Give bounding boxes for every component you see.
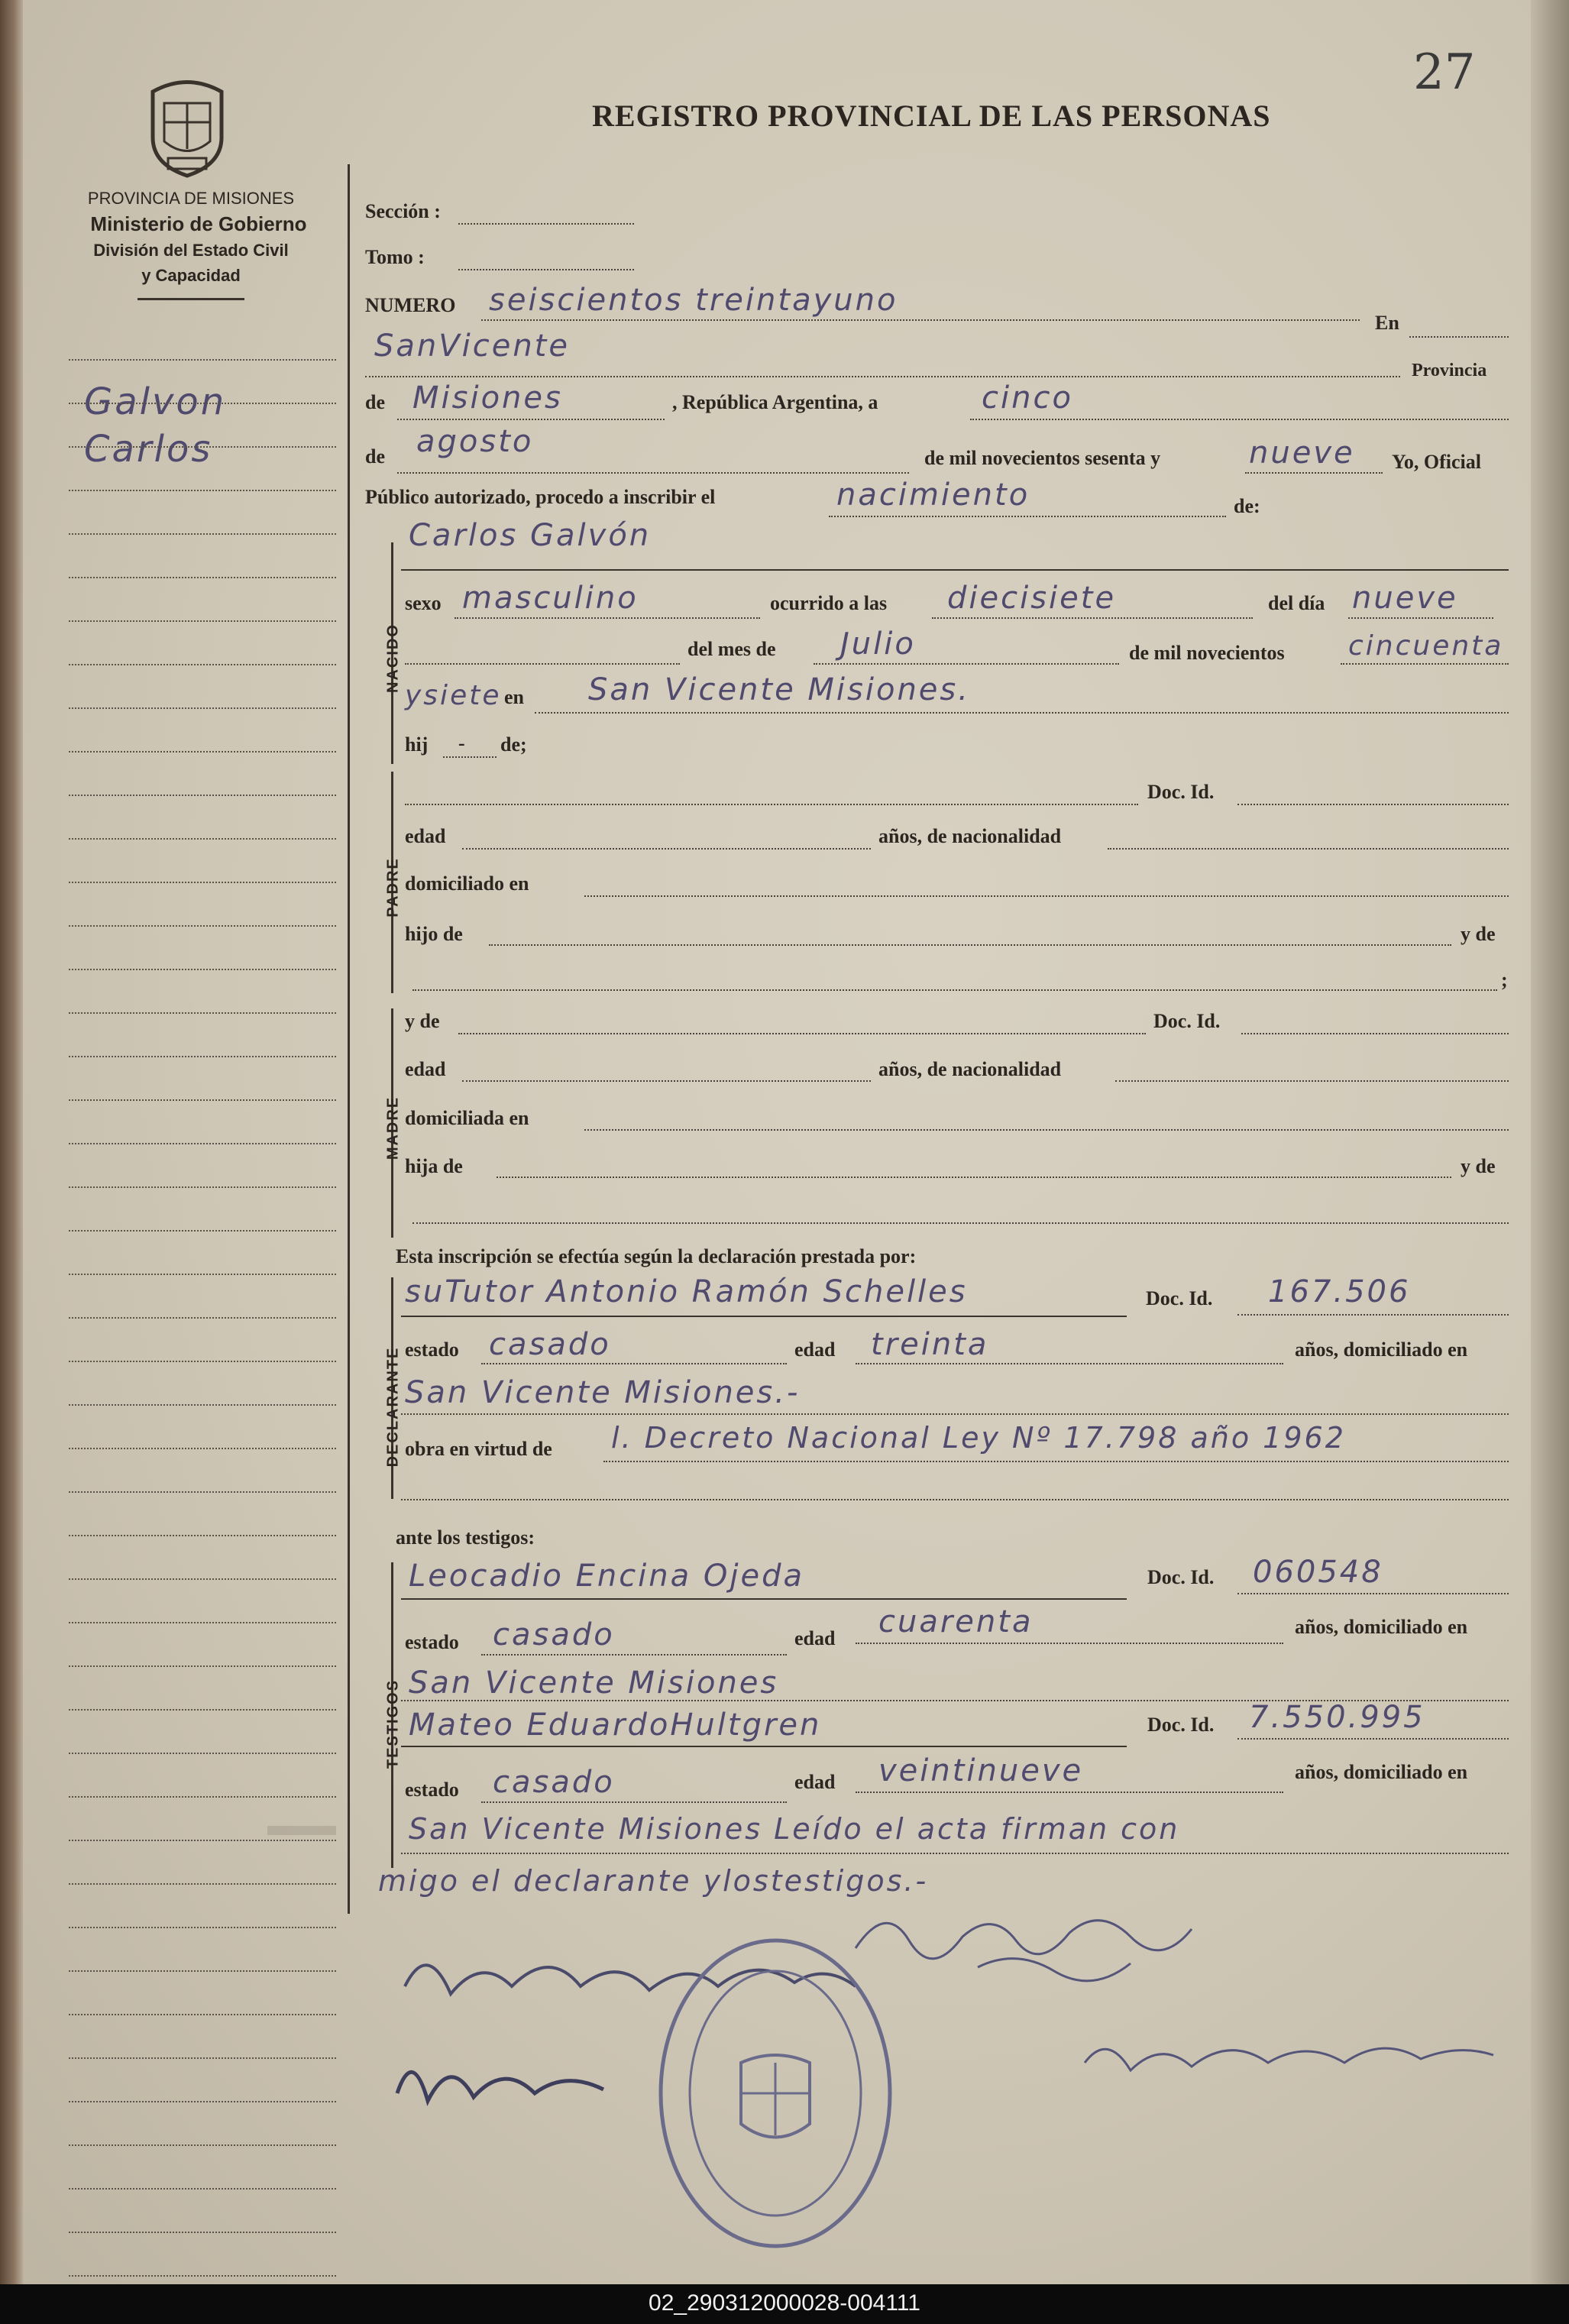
hij-de-label: de;: [500, 733, 527, 756]
padre-extra-line: [412, 989, 1497, 991]
margin-ruled-line: [69, 969, 336, 970]
hij-value: -: [458, 732, 465, 754]
margin-ruled-line: [69, 1012, 336, 1014]
hour-value: diecisiete: [947, 581, 1117, 616]
margin-ruled-line: [69, 1709, 336, 1711]
margin-ruled-line: [69, 1796, 336, 1798]
declarante-name: suTutor Antonio Ramón Schelles: [405, 1274, 968, 1309]
margin-ruled-line: [69, 2232, 336, 2233]
place-line: [365, 376, 1400, 377]
padre-dom-line: [584, 895, 1509, 897]
margin-ruled-line: [69, 2014, 336, 2015]
crest-emblem-icon: [137, 73, 237, 180]
year-label: de mil novecientos sesenta y: [924, 447, 1161, 469]
margin-ruled-line: [69, 359, 336, 361]
margin-ruled-line: [69, 533, 336, 535]
testigo1-doc-line: [1237, 1593, 1509, 1594]
madre-doc-line: [1241, 1033, 1509, 1034]
declarante-edad-value: treinta: [871, 1327, 989, 1362]
margin-ruled-line: [69, 1361, 336, 1362]
margin-ruled-line: [69, 1535, 336, 1536]
padre-edad-line: [462, 848, 871, 850]
testigo2-dom-value: San Vicente Misiones Leído el acta firman con: [409, 1812, 1180, 1846]
publico-label: Público autorizado, procedo a inscribir el: [365, 486, 716, 508]
hour-line: [932, 617, 1253, 619]
margin-ruled-line: [69, 1491, 336, 1493]
margin-ruled-line: [69, 2101, 336, 2102]
act-value: nacimiento: [836, 477, 1030, 513]
margin-ruled-line: [69, 1448, 336, 1449]
testigo1-doc-value: 060548: [1253, 1555, 1383, 1590]
org-underline: [137, 298, 244, 300]
margin-ruled-line: [69, 1056, 336, 1057]
padre-semicolon: ;: [1501, 969, 1508, 991]
testigo2-estado-value: casado: [493, 1765, 615, 1800]
margin-name: Carlos: [84, 428, 213, 471]
signature-hultgren: [390, 2032, 619, 2124]
declarante-dom-value: San Vicente Misiones.-: [405, 1375, 801, 1410]
testigo1-estado-label: estado: [405, 1631, 459, 1653]
padre-yde-label: y de: [1461, 923, 1496, 945]
tomo-label: Tomo :: [365, 246, 425, 268]
madre-hija-label: hija de: [405, 1155, 463, 1177]
margin-ruled-line: [69, 1404, 336, 1406]
mil-label: de mil novecientos: [1129, 642, 1285, 664]
numero-label: NUMERO: [365, 294, 456, 316]
margin-ruled-line: [69, 1883, 336, 1885]
padre-nac-line: [1108, 848, 1509, 850]
padre-hijo-line: [489, 944, 1451, 946]
month-value: agosto: [416, 424, 534, 459]
madre-label: MADRE: [384, 1096, 402, 1160]
province-value: Misiones: [412, 380, 563, 416]
year-value: nueve: [1249, 435, 1355, 471]
margin-surname: Galvon: [84, 380, 227, 423]
margin-ruled-line: [69, 1970, 336, 1972]
margin-ruled-line: [69, 751, 336, 753]
province-line: [397, 419, 665, 420]
margin-ruled-line: [69, 707, 336, 709]
margin-ruled-line: [69, 1927, 336, 1928]
testigos-label: TESTIGOS: [384, 1678, 402, 1769]
margin-rule: [348, 164, 350, 1914]
book-binding: [0, 0, 23, 2284]
margin-ruled-line: [69, 1578, 336, 1580]
sexo-label: sexo: [405, 592, 442, 614]
madre-edad-line: [462, 1080, 871, 1082]
declarante-estado-value: casado: [489, 1327, 611, 1362]
madre-yde-label: y de: [405, 1010, 440, 1032]
margin-ruled-line: [69, 1230, 336, 1232]
org-line-4: y Capacidad: [141, 266, 241, 285]
testigos-intro: ante los testigos:: [396, 1526, 535, 1549]
padre-hijo-label: hijo de: [405, 923, 463, 945]
year-line: [1245, 472, 1383, 474]
birth-month-value: Julio: [840, 626, 916, 662]
margin-ruled-line: [69, 403, 336, 404]
birth-year-value: cincuenta: [1348, 630, 1504, 662]
org-line-3: División del Estado Civil: [93, 241, 289, 260]
en-label: En: [1375, 312, 1399, 334]
madre-yde2-label: y de: [1461, 1155, 1496, 1177]
margin-ruled-line: [69, 2057, 336, 2059]
madre-doc-label: Doc. Id.: [1153, 1010, 1221, 1032]
testigo2-edad-label: edad: [794, 1771, 836, 1793]
margin-ruled-line: [69, 925, 336, 927]
mes-label: del mes de: [687, 638, 776, 660]
testigo1-dom-label: años, domiciliado en: [1295, 1616, 1468, 1638]
margin-ruled-line: [69, 577, 336, 578]
closing-text: migo el declarante ylostestigos.-: [378, 1864, 929, 1898]
testigo1-name-line: [401, 1598, 1127, 1600]
margin-ruled-line: [69, 882, 336, 883]
testigo1-edad-line: [856, 1643, 1283, 1644]
testigo1-dom-value: San Vicente Misiones: [409, 1665, 779, 1701]
testigo2-edad-value: veintinueve: [878, 1753, 1084, 1788]
testigo1-edad-value: cuarenta: [878, 1604, 1034, 1639]
testigo1-estado-line: [481, 1654, 787, 1656]
en-label-2: en: [504, 686, 524, 708]
madre-name-line: [458, 1033, 1146, 1034]
declarante-dom-line: [401, 1413, 1509, 1415]
place-value: SanVicente: [374, 329, 570, 364]
declarante-name-line: [401, 1316, 1127, 1317]
nacido-name-line: [401, 569, 1509, 571]
margin-ruled-line: [69, 1317, 336, 1319]
padre-doc-label: Doc. Id.: [1147, 781, 1215, 803]
margin-ruled-line: [69, 2144, 336, 2146]
declarante-extra-line: [401, 1499, 1509, 1500]
testigo2-name: Mateo EduardoHultgren: [409, 1707, 822, 1743]
declarante-obra-line: [603, 1461, 1509, 1462]
birth-day-line: [1348, 617, 1493, 619]
nacido-label: NACIDO: [384, 623, 402, 693]
margin-ruled-line: [69, 1143, 336, 1144]
madre-edad-label: edad: [405, 1058, 446, 1080]
signature-oficial: [1077, 2017, 1505, 2101]
org-line-1: PROVINCIA DE MISIONES: [87, 189, 295, 208]
official-stamp-icon: [649, 1933, 901, 2254]
de-colon-label: de:: [1234, 495, 1260, 517]
numero-value: seiscientos treintayuno: [489, 283, 898, 318]
declarante-dom-label: años, domiciliado en: [1295, 1338, 1468, 1361]
page-number: 27: [1413, 44, 1476, 101]
oficial-label: Yo, Oficial: [1392, 451, 1481, 473]
margin-ruled-line: [69, 838, 336, 840]
margin-ruled-line: [69, 2275, 336, 2277]
birth-place-value: San Vicente Misiones.: [588, 672, 970, 707]
madre-hija-line: [497, 1177, 1451, 1178]
faint-mark: [267, 1826, 336, 1835]
testigo1-edad-label: edad: [794, 1627, 836, 1649]
testigo2-dom-label: años, domiciliado en: [1295, 1761, 1468, 1783]
margin-ruled-line: [69, 1274, 336, 1275]
declarante-obra-value: l. Decreto Nacional Ley Nº 17.798 año 1962: [611, 1421, 1346, 1455]
testigo2-name-line: [401, 1746, 1127, 1747]
en-line: [1409, 336, 1509, 338]
tomo-line: [458, 269, 634, 270]
madre-extra-line: [412, 1222, 1509, 1224]
sexo-value: masculino: [462, 581, 639, 616]
declarante-doc-value: 167.506: [1268, 1274, 1411, 1309]
sexo-line: [455, 617, 760, 619]
ocurrido-label: ocurrido a las: [770, 592, 888, 614]
padre-name-line: [405, 804, 1138, 805]
padre-dom-label: domiciliado en: [405, 872, 529, 895]
madre-dom-line: [584, 1129, 1509, 1131]
birth-year-line: [1341, 663, 1509, 665]
declarante-obra-label: obra en virtud de: [405, 1438, 552, 1460]
margin-ruled-line: [69, 1186, 336, 1188]
declarante-estado-line: [481, 1363, 787, 1364]
act-line: [829, 516, 1226, 517]
birth-year-cont: ysiete: [405, 680, 502, 711]
de-label-2: de: [365, 445, 385, 468]
birth-day-value: nueve: [1352, 581, 1458, 616]
hij-label: hij: [405, 733, 429, 756]
page-edge: [1531, 0, 1569, 2284]
declarante-label: DECLARANTE: [384, 1346, 402, 1468]
month-line: [397, 472, 909, 474]
padre-doc-line: [1237, 804, 1509, 805]
margin-ruled-line: [69, 795, 336, 796]
org-line-2: Ministerio de Gobierno: [90, 212, 307, 235]
testigo2-edad-line: [856, 1792, 1283, 1793]
declarante-edad-label: edad: [794, 1338, 836, 1361]
seccion-line: [458, 223, 634, 225]
margin-ruled-line: [69, 1622, 336, 1623]
page-title: REGISTRO PROVINCIAL DE LAS PERSONAS: [592, 99, 1271, 133]
image-id-caption: 02_290312000028-004111: [649, 2290, 920, 2316]
declarante-doc-line: [1237, 1314, 1509, 1316]
margin-ruled-line: [69, 664, 336, 665]
testigo1-doc-label: Doc. Id.: [1147, 1566, 1215, 1588]
margin-ruled-line: [69, 2188, 336, 2190]
declarante-edad-line: [856, 1363, 1283, 1364]
padre-nac-label: años, de nacionalidad: [878, 825, 1062, 847]
republica-label: , República Argentina, a: [672, 391, 878, 413]
declarante-intro: Esta inscripción se efectúa según la declaración prestada por:: [396, 1245, 917, 1267]
margin-ruled-line: [69, 1753, 336, 1754]
day-line: [970, 419, 1509, 420]
mes-pre-line: [405, 663, 680, 665]
margin-ruled-line: [69, 1665, 336, 1667]
margin-ruled-line: [69, 446, 336, 448]
declarante-doc-label: Doc. Id.: [1146, 1287, 1213, 1309]
birth-month-line: [814, 663, 1119, 665]
testigo2-doc-line: [1237, 1738, 1509, 1740]
madre-nac-line: [1115, 1080, 1509, 1082]
birth-place-line: [535, 712, 1509, 714]
testigo2-dom-line: [401, 1853, 1509, 1854]
madre-dom-label: domiciliada en: [405, 1107, 529, 1129]
numero-line: [481, 319, 1360, 321]
testigo1-estado-value: casado: [493, 1617, 615, 1652]
del-dia-label: del día: [1268, 592, 1325, 614]
provincia-label: Provincia: [1412, 361, 1487, 380]
hij-line: [443, 756, 497, 758]
padre-label: PADRE: [384, 857, 402, 918]
declarante-estado-label: estado: [405, 1338, 459, 1361]
testigo1-name: Leocadio Encina Ojeda: [409, 1559, 804, 1594]
testigo2-estado-label: estado: [405, 1779, 459, 1801]
margin-ruled-line: [69, 1840, 336, 1841]
margin-ruled-line: [69, 620, 336, 622]
testigo2-doc-label: Doc. Id.: [1147, 1714, 1215, 1736]
de-label-1: de: [365, 391, 385, 413]
testigo2-estado-line: [481, 1801, 787, 1803]
margin-ruled-line: [69, 1099, 336, 1101]
padre-edad-label: edad: [405, 825, 446, 847]
madre-nac-label: años, de nacionalidad: [878, 1058, 1062, 1080]
day-value: cinco: [982, 380, 1073, 416]
nacido-name: Carlos Galvón: [409, 518, 652, 553]
margin-ruled-line: [69, 490, 336, 491]
testigo2-doc-value: 7.550.995: [1249, 1700, 1425, 1735]
seccion-label: Sección :: [365, 200, 441, 222]
